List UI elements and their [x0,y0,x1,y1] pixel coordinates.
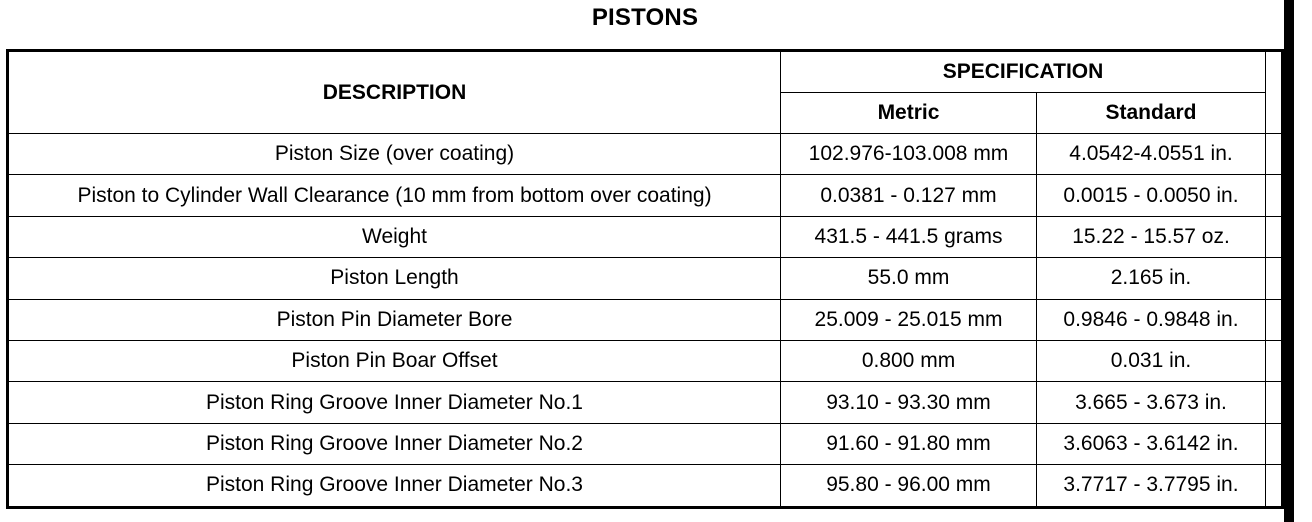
row-description: Piston Ring Groove Inner Diameter No.2 [8,423,781,464]
row-blank-cell [1266,175,1283,216]
table-row [8,175,1283,216]
row-standard: 0.9846 - 0.9848 in. [1037,299,1266,340]
table-row [8,465,1283,507]
header-specification: SPECIFICATION [781,51,1266,93]
row-description: Weight [8,216,781,257]
header-description: DESCRIPTION [8,51,781,134]
row-description: Piston Pin Diameter Bore [8,299,781,340]
row-metric: 431.5 - 441.5 grams [781,216,1037,257]
row-description: Piston Ring Groove Inner Diameter No.1 [8,382,781,423]
table-row [8,258,1283,299]
row-standard: 0.031 in. [1037,340,1266,381]
row-standard: 4.0542-4.0551 in. [1037,134,1266,175]
row-metric: 102.976-103.008 mm [781,134,1037,175]
table-row [8,134,1283,175]
row-metric: 91.60 - 91.80 mm [781,423,1037,464]
pistons-spec-table [6,49,1284,509]
header-metric: Metric [781,93,1037,134]
row-standard: 3.7717 - 3.7795 in. [1037,465,1266,507]
row-description: Piston Ring Groove Inner Diameter No.3 [8,465,781,507]
row-standard: 3.665 - 3.673 in. [1037,382,1266,423]
row-blank-cell [1266,340,1283,381]
row-standard: 3.6063 - 3.6142 in. [1037,423,1266,464]
table-row [8,299,1283,340]
header-blank-cell [1266,51,1283,134]
row-metric: 55.0 mm [781,258,1037,299]
row-metric: 93.10 - 93.30 mm [781,382,1037,423]
row-blank-cell [1266,258,1283,299]
page-title: PISTONS [591,4,699,31]
row-metric: 95.80 - 96.00 mm [781,465,1037,507]
row-metric: 0.0381 - 0.127 mm [781,175,1037,216]
row-blank-cell [1266,465,1283,507]
table-row [8,340,1283,381]
table-row [8,382,1283,423]
header-standard: Standard [1037,93,1266,134]
row-description: Piston Pin Boar Offset [8,340,781,381]
row-standard: 0.0015 - 0.0050 in. [1037,175,1266,216]
row-metric: 0.800 mm [781,340,1037,381]
row-standard: 2.165 in. [1037,258,1266,299]
row-description: Piston to Cylinder Wall Clearance (10 mm from bottom over coating) [8,175,781,216]
table-row [8,216,1283,257]
row-metric: 25.009 - 25.015 mm [781,299,1037,340]
row-blank-cell [1266,216,1283,257]
row-description: Piston Length [8,258,781,299]
row-blank-cell [1266,134,1283,175]
row-blank-cell [1266,423,1283,464]
table-row [8,423,1283,464]
row-blank-cell [1266,299,1283,340]
row-description: Piston Size (over coating) [8,134,781,175]
row-standard: 15.22 - 15.57 oz. [1037,216,1266,257]
page-edge-bar [1284,0,1294,522]
row-blank-cell [1266,382,1283,423]
